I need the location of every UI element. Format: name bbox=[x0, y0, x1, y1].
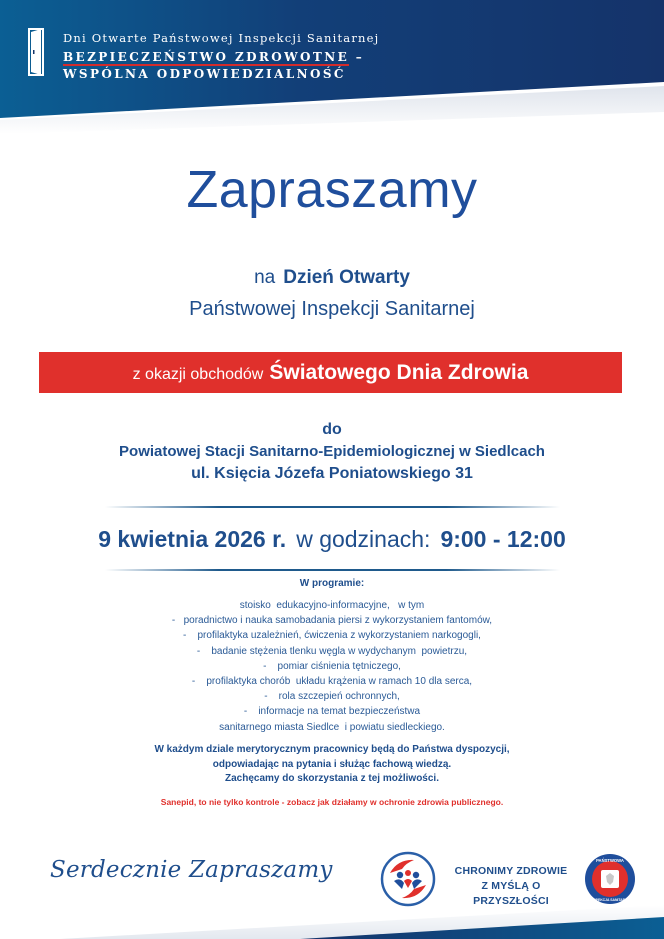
header-event-name: Dni Otwarte Państwowej Inspekcji Sanitarnej bbox=[63, 31, 380, 45]
station-name: Powiatowej Stacji Sanitarno-Epidemiologicznej w Siedlcach bbox=[119, 443, 545, 460]
program-item: - pomiar ciśnienia tętniczego, bbox=[263, 660, 401, 672]
staff-info-line: W każdym dziale merytorycznym pracownicy będą do Państwa dyspozycji, bbox=[154, 744, 510, 755]
program-item: - profilaktyka chorób układu krążenia w ramach 10 dla serca, bbox=[191, 676, 473, 688]
slogan-line2: Z MYŚLĄ O PRZYSZŁOŚCI bbox=[473, 880, 549, 907]
station-address: ul. Księcia Józefa Poniatowskiego 31 bbox=[191, 465, 473, 482]
occasion-prefix: z okazji obchodów bbox=[132, 366, 264, 383]
page-title: Zapraszamy bbox=[186, 161, 478, 219]
divider-bottom bbox=[105, 569, 560, 571]
open-day-line bbox=[0, 265, 664, 291]
hours-label: w godzinach: bbox=[296, 526, 431, 552]
na-text: na bbox=[254, 267, 276, 288]
footer-band bbox=[0, 895, 664, 939]
occasion-highlight: Światowego Dnia Zdrowia bbox=[269, 361, 529, 384]
occasion-banner bbox=[39, 352, 622, 393]
program-item: - rola szczepień ochronnych, bbox=[264, 691, 400, 703]
event-date: 9 kwietnia 2026 r. bbox=[98, 526, 287, 552]
program-item: - profilaktyka uzależnień, ćwiczenia z wykorzystaniem narkogogli, bbox=[183, 630, 481, 642]
slogan-line1: CHRONIMY ZDROWIE bbox=[454, 865, 568, 877]
program-item: - poradnictwo i nauka samobadania piersi z wykorzystaniem fantomów, bbox=[171, 615, 493, 627]
do-text: do bbox=[322, 421, 342, 438]
header-theme-dash: – bbox=[349, 50, 365, 64]
staff-info bbox=[0, 743, 664, 787]
svg-text:INSPEKCJA SANITARNA: INSPEKCJA SANITARNA bbox=[590, 898, 630, 902]
program-item: - informacje na temat bezpieczeństwa bbox=[243, 706, 421, 718]
program-title: W programie: bbox=[299, 578, 365, 589]
staff-info-line: Zachęcamy do skorzystania z tej możliwości. bbox=[225, 773, 439, 784]
date-hours-line bbox=[0, 524, 664, 554]
door-icon bbox=[28, 28, 44, 76]
open-day-text: Dzień Otwarty bbox=[283, 267, 410, 288]
header-theme-line1 bbox=[63, 50, 364, 64]
program-item: sanitarnego miasta Siedlce i powiatu siedleckiego. bbox=[219, 721, 445, 733]
sanepid-note: Sanepid, to nie tylko kontrole - zobacz jak działamy w ochronie zdrowia publicznego. bbox=[160, 797, 504, 807]
divider-top bbox=[105, 506, 560, 508]
header-theme-line2: WSPÓLNA ODPOWIEDZIALNOŚĆ bbox=[63, 67, 346, 81]
header-band bbox=[0, 0, 664, 135]
signature: Serdecznie Zapraszamy bbox=[50, 857, 333, 883]
program-item: - badanie stężenia tlenku węgla w wydychanym powietrzu, bbox=[196, 645, 468, 657]
header-content bbox=[28, 28, 428, 88]
staff-info-line: odpowiadając na pytania i służąc fachową wiedzą. bbox=[212, 758, 452, 770]
institution-name: Państwowej Inspekcji Sanitarnej bbox=[189, 298, 475, 320]
event-hours: 9:00 - 12:00 bbox=[440, 526, 566, 552]
program-item: stoisko edukacyjno-informacyjne, w tym bbox=[239, 600, 425, 611]
program-list bbox=[0, 598, 664, 735]
svg-text:PAŃSTWOWA: PAŃSTWOWA bbox=[596, 858, 624, 863]
header-theme-underlined: BEZPIECZEŃSTWO ZDROWOTNE bbox=[63, 50, 350, 64]
